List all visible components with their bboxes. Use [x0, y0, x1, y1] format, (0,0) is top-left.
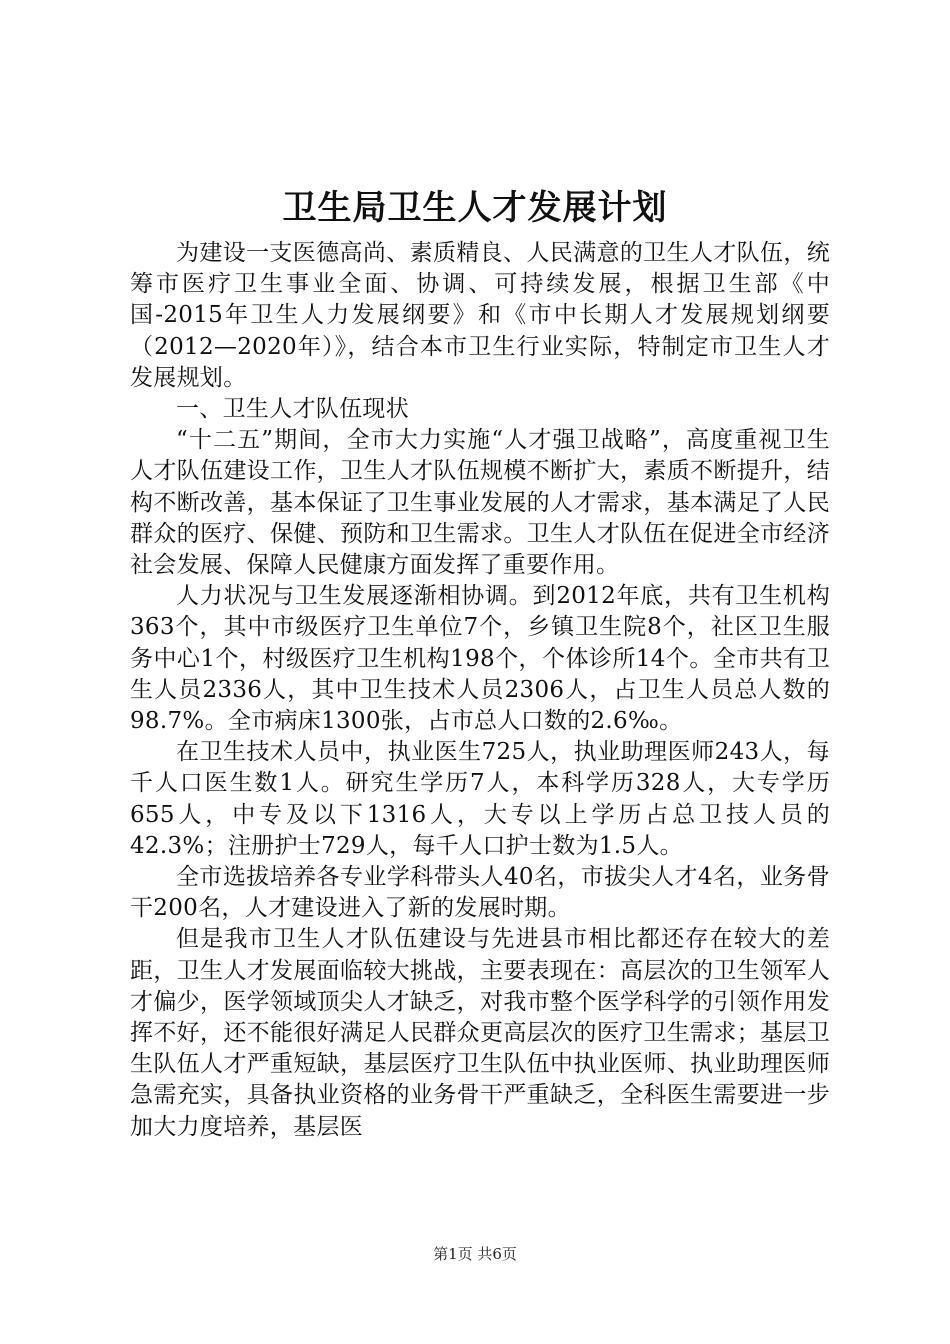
paragraph-technical-staff: 在卫生技术人员中，执业医生725人，执业助理医师243人，每千人口医生数1人。研究生学历7人，本科学历328人，大专学历655人，中专及以下1316人，大专以上学历占总卫技人员的42.3%；注册护士729人，每千人口护士数为1.5人。 [130, 739, 830, 859]
page-number-footer: 第1页 共6页 [433, 1245, 517, 1263]
paragraph-challenges: 但是我市卫生人才队伍建设与先进县市相比都还存在较大的差距，卫生人才发展面临较大挑战，主要表现在：高层次的卫生领军人才偏少，医学领域顶尖人才缺乏，对我市整个医学科学的引领作用发挥不好，还不能很好满足人民群众更高层次的医疗卫生需求；基层卫生队伍人才严重短缺，基层医疗卫生队伍中执业医师、执业助理医师急需充实，具备执业资格的业务骨干严重缺乏，全科医生需要进一步加大力度培养，基层医 [130, 926, 830, 1140]
paragraph-talent-selection: 全市选拔培养各专业学科带头人40名，市拔尖人才4名，业务骨干200名，人才建设进入了新的发展时期。 [130, 864, 830, 922]
paragraph-intro: 为建设一支医德高尚、素质精良、人民满意的卫生人才队伍，统筹市医疗卫生事业全面、协调、可持续发展，根据卫生部《中国-2015年卫生人力发展纲要》和《市中长期人才发展规划纲要（2012—2020年）》，结合本市卫生行业实际，特制定市卫生人才发展规划。 [130, 240, 830, 391]
paragraph-overview: “十二五”期间，全市大力实施“人才强卫战略”，高度重视卫生人才队伍建设工作，卫生人才队伍规模不断扩大，素质不断提升，结构不断改善，基本保证了卫生事业发展的人才需求，基本满足了人民群众的医疗、保健、预防和卫生需求。卫生人才队伍在促进全市经济社会发展、保障人民健康方面发挥了重要作用。 [130, 427, 830, 579]
document-body [130, 238, 830, 1143]
paragraph-statistics: 人力状况与卫生发展逐渐相协调。到2012年底，共有卫生机构363个，其中市级医疗卫生单位7个，乡镇卫生院8个，社区卫生服务中心1个，村级医疗卫生机构198个，个体诊所14个。全市共有卫生人员2336人，其中卫生技术人员2306人，占卫生人员总人数的98.7%。全市病床1300张，占市总人口数的2.6‰。 [130, 583, 830, 735]
section-heading: 一、卫生人才队伍现状 [176, 396, 409, 423]
document-title: 卫生局卫生人才发展计划 [282, 188, 668, 228]
